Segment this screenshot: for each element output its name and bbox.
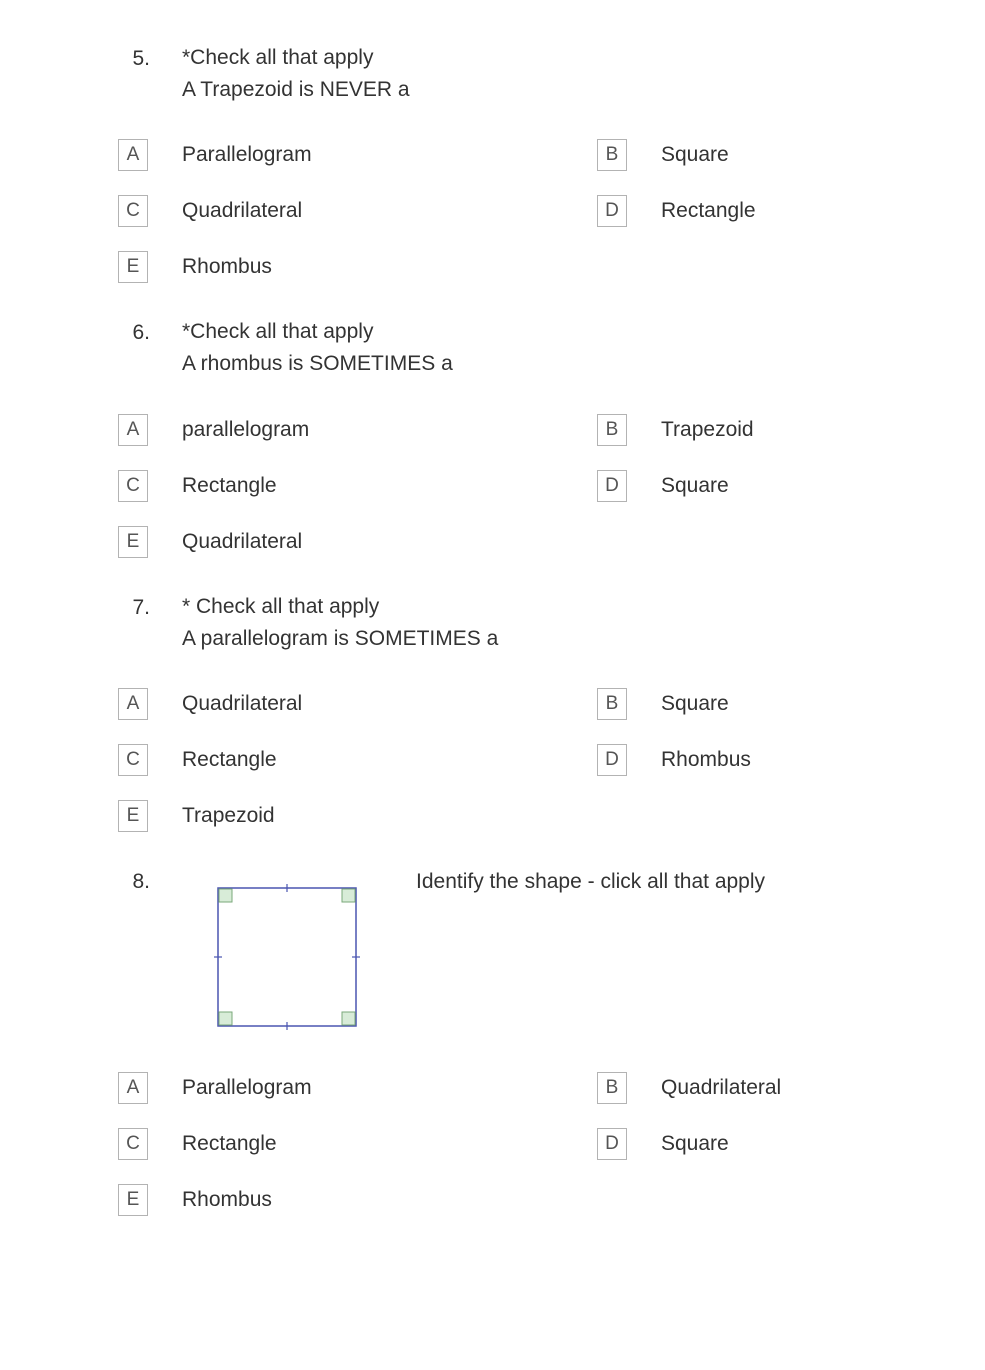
option-label: parallelogram (182, 418, 310, 441)
option-label: Rectangle (661, 199, 756, 222)
right-angle-marker (219, 1012, 232, 1025)
right-angle-marker (342, 889, 355, 902)
option-letter-box[interactable]: C (118, 744, 148, 776)
question-7-option-e[interactable] (118, 799, 275, 833)
question-6-stem: A rhombus is SOMETIMES a (182, 352, 453, 375)
option-letter-box[interactable]: E (118, 1184, 148, 1216)
option-letter-box[interactable]: D (597, 744, 627, 776)
question-8-option-c[interactable] (118, 1127, 277, 1161)
option-letter-box[interactable]: A (118, 1072, 148, 1104)
option-label: Trapezoid (182, 804, 275, 827)
option-letter-box[interactable]: A (118, 414, 148, 446)
option-letter-box[interactable]: E (118, 251, 148, 283)
option-label: Parallelogram (182, 143, 312, 166)
question-5-option-e[interactable] (118, 250, 272, 284)
option-label: Quadrilateral (182, 530, 303, 553)
question-8-option-d[interactable] (597, 1127, 729, 1161)
question-7-text (182, 591, 498, 655)
option-letter-box[interactable]: C (118, 1128, 148, 1160)
question-7-instruction: * Check all that apply (182, 595, 380, 618)
option-letter-box[interactable]: E (118, 526, 148, 558)
option-letter-box[interactable]: C (118, 195, 148, 227)
option-label: Rhombus (182, 1188, 272, 1211)
option-label: Parallelogram (182, 1076, 312, 1099)
option-label: Square (661, 474, 729, 497)
option-label: Square (661, 692, 729, 715)
question-6-option-e[interactable] (118, 525, 302, 559)
option-letter-box[interactable]: B (597, 1072, 627, 1104)
option-letter-box[interactable]: E (118, 800, 148, 832)
option-letter-box[interactable]: B (597, 139, 627, 171)
question-5-instruction: *Check all that apply (182, 46, 374, 69)
question-7-option-c[interactable] (118, 743, 277, 777)
option-label: Trapezoid (661, 418, 754, 441)
option-label: Rhombus (661, 748, 751, 771)
option-letter-box[interactable]: B (597, 688, 627, 720)
question-7-option-b[interactable] (597, 687, 729, 721)
question-8-prompt: Identify the shape - click all that apply (416, 870, 766, 893)
question-6-text (182, 316, 453, 380)
question-5-option-b[interactable] (597, 138, 729, 172)
question-7-option-a[interactable] (118, 687, 302, 721)
question-6-option-d[interactable] (597, 469, 729, 503)
square-diagram (210, 880, 370, 1040)
question-8-number: 8. (132, 870, 150, 893)
option-label: Rectangle (182, 1132, 277, 1155)
option-label: Rhombus (182, 255, 272, 278)
option-letter-box[interactable]: A (118, 688, 148, 720)
square-outline (218, 888, 356, 1026)
right-angle-marker (342, 1012, 355, 1025)
question-7-stem: A parallelogram is SOMETIMES a (182, 627, 499, 650)
question-6-number: 6. (132, 321, 150, 344)
option-label: Quadrilateral (182, 692, 303, 715)
option-label: Quadrilateral (182, 199, 303, 222)
question-6-instruction: *Check all that apply (182, 320, 374, 343)
question-8-option-a[interactable] (118, 1071, 312, 1105)
question-7-option-d[interactable] (597, 743, 751, 777)
option-letter-box[interactable]: D (597, 470, 627, 502)
question-5-number: 5. (132, 47, 150, 70)
option-label: Square (661, 1132, 729, 1155)
option-letter-box[interactable]: B (597, 414, 627, 446)
question-5-stem: A Trapezoid is NEVER a (182, 78, 410, 101)
question-6-option-b[interactable] (597, 413, 754, 447)
question-5-option-d[interactable] (597, 194, 756, 228)
question-5-text (182, 42, 410, 106)
option-label: Rectangle (182, 474, 277, 497)
question-6-option-c[interactable] (118, 469, 277, 503)
option-label: Rectangle (182, 748, 277, 771)
question-6-option-a[interactable] (118, 413, 309, 447)
question-7-number: 7. (132, 596, 150, 619)
option-label: Quadrilateral (661, 1076, 782, 1099)
option-letter-box[interactable]: D (597, 195, 627, 227)
option-letter-box[interactable]: D (597, 1128, 627, 1160)
question-8-option-b[interactable] (597, 1071, 781, 1105)
question-8-option-e[interactable] (118, 1183, 272, 1217)
right-angle-marker (219, 889, 232, 902)
option-label: Square (661, 143, 729, 166)
option-letter-box[interactable]: A (118, 139, 148, 171)
question-5-option-a[interactable] (118, 138, 312, 172)
option-letter-box[interactable]: C (118, 470, 148, 502)
question-5-option-c[interactable] (118, 194, 302, 228)
